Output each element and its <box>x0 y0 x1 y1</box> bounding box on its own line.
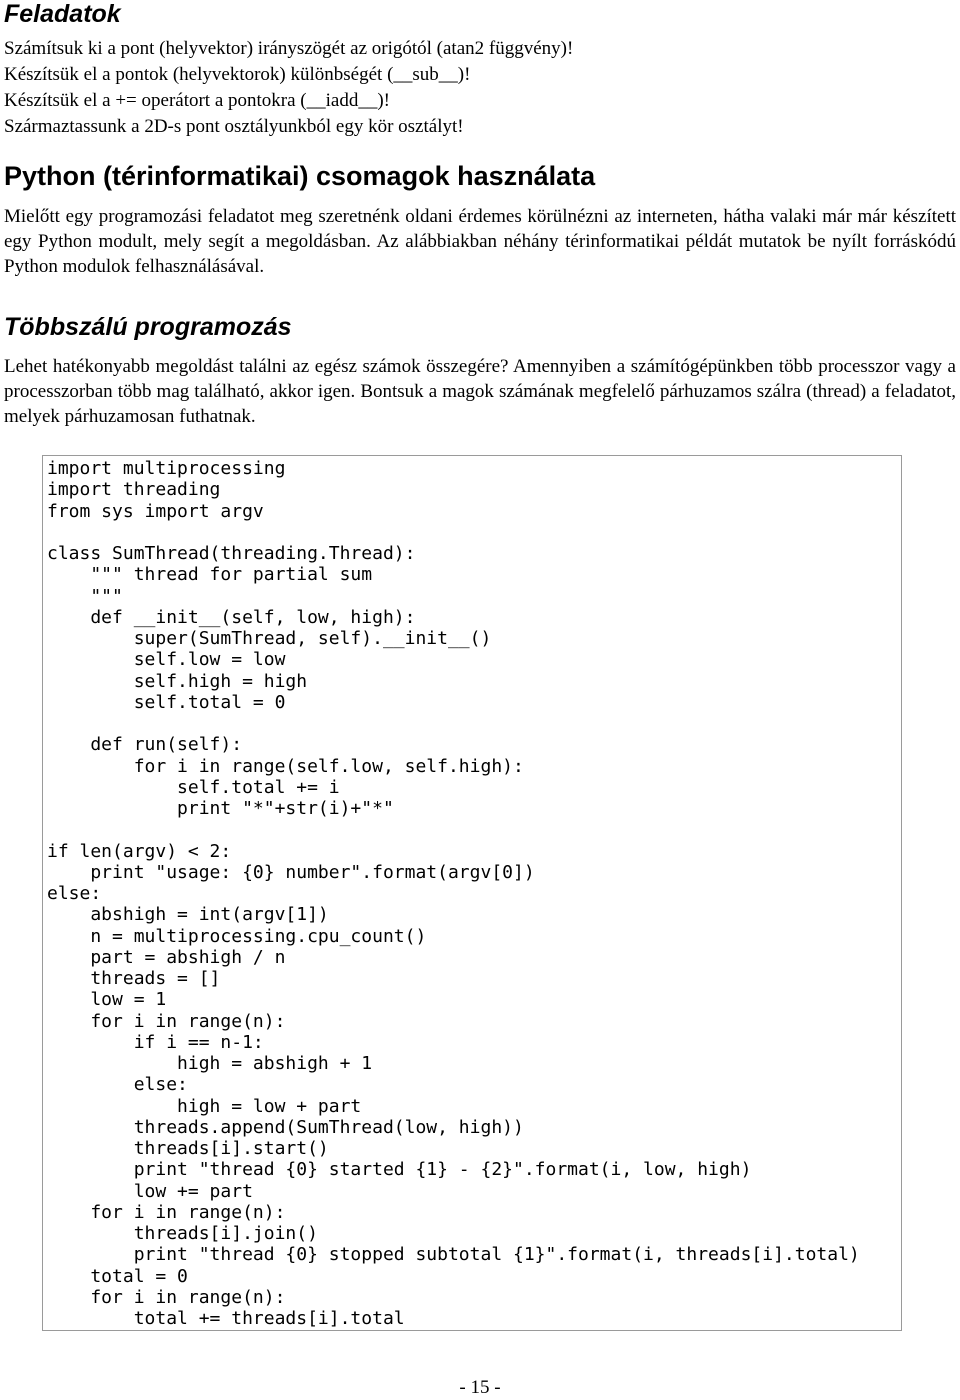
task-item: Készítsük el a += operátort a pontokra (__iadd__)! <box>4 90 391 111</box>
task-item: Számítsuk ki a pont (helyvektor) irányszögét az origótól (atan2 függvény)! <box>4 38 574 59</box>
code-line <box>47 713 860 734</box>
code-line: super(SumThread, self).__init__() <box>47 628 492 649</box>
code-line: """ thread for partial sum <box>47 564 373 586</box>
code-line: """ <box>47 585 123 607</box>
code-line: print "usage: {0} number".format(argv[0]) <box>47 861 535 883</box>
code-line: else: <box>47 883 102 904</box>
section-paragraph: Mielőtt egy programozási feladatot meg szeretnénk oldani érdemes körülnézni az interneten, hátha valaki már már készített egy Python modult, mely segít a megoldásban. Az alábbiakban néhány térinformatikai példát mutatok be nyílt forráskódú Python modulok felhasználásával. <box>4 206 956 277</box>
code-line: for i in range(self.low, self.high): <box>47 755 524 777</box>
code-line: low += part <box>47 1180 253 1202</box>
code-line: self.total += i <box>47 776 340 798</box>
code-line <box>47 819 860 840</box>
code-line: from sys import argv <box>47 500 264 522</box>
code-line: threads.append(SumThread(low, high)) <box>47 1116 524 1138</box>
code-line: import multiprocessing <box>47 458 286 479</box>
code-line: print "thread {0} started {1} - {2}".format(i, low, high) <box>47 1159 752 1181</box>
code-line: threads = [] <box>47 968 221 989</box>
code-line: abshigh = int(argv[1]) <box>47 904 329 926</box>
code-line: self.total = 0 <box>47 691 286 713</box>
code-line: def __init__(self, low, high): <box>47 606 416 628</box>
code-line: for i in range(n): <box>47 1286 286 1308</box>
code-line: threads[i].join() <box>47 1223 318 1244</box>
code-block <box>47 458 860 1329</box>
section-heading: Python (térinformatikai) csomagok használata <box>4 161 596 191</box>
code-line: self.high = high <box>47 670 308 692</box>
code-line: self.low = low <box>47 649 286 671</box>
code-line: high = abshigh + 1 <box>47 1053 373 1074</box>
code-line: threads[i].start() <box>47 1138 329 1159</box>
code-line: total = 0 <box>47 1265 188 1287</box>
code-line: low = 1 <box>47 989 167 1011</box>
page-number: - 15 - <box>459 1377 501 1398</box>
code-line: print "*"+str(i)+"*" <box>47 798 394 819</box>
code-line: class SumThread(threading.Thread): <box>47 543 416 564</box>
code-line: if len(argv) < 2: <box>47 840 232 862</box>
code-line <box>47 522 860 543</box>
code-line: high = low + part <box>47 1095 362 1117</box>
code-line: for i in range(n): <box>47 1201 286 1223</box>
code-line: n = multiprocessing.cpu_count() <box>47 925 427 947</box>
task-item: Készítsük el a pontok (helyvektorok) különbségét (__sub__)! <box>4 64 471 85</box>
code-line: else: <box>47 1074 188 1096</box>
code-line: print "thread {0} stopped subtotal {1}".format(i, threads[i].total) <box>47 1244 860 1266</box>
code-line: for i in range(n): <box>47 1010 286 1032</box>
code-line: if i == n-1: <box>47 1031 264 1053</box>
code-line: def run(self): <box>47 734 243 756</box>
tasks-heading: Feladatok <box>4 0 121 28</box>
task-item: Származtassunk a 2D-s pont osztályunkból egy kör osztályt! <box>4 116 464 137</box>
subsection-heading: Többszálú programozás <box>4 313 292 341</box>
code-line: total += threads[i].total <box>47 1308 405 1329</box>
code-line: part = abshigh / n <box>47 946 286 968</box>
subsection-paragraph: Lehet hatékonyabb megoldást találni az egész számok összegére? Amennyiben a számítógépünkben több processzor vagy a processzorban több mag található, akkor igen. Bontsuk a magok számának megfelelő párhuzamos szálra (thread) a feladatot, melyek párhuzamosan futhatnak. <box>4 356 956 427</box>
tasks-list <box>4 36 573 140</box>
code-line: import threading <box>47 479 221 501</box>
